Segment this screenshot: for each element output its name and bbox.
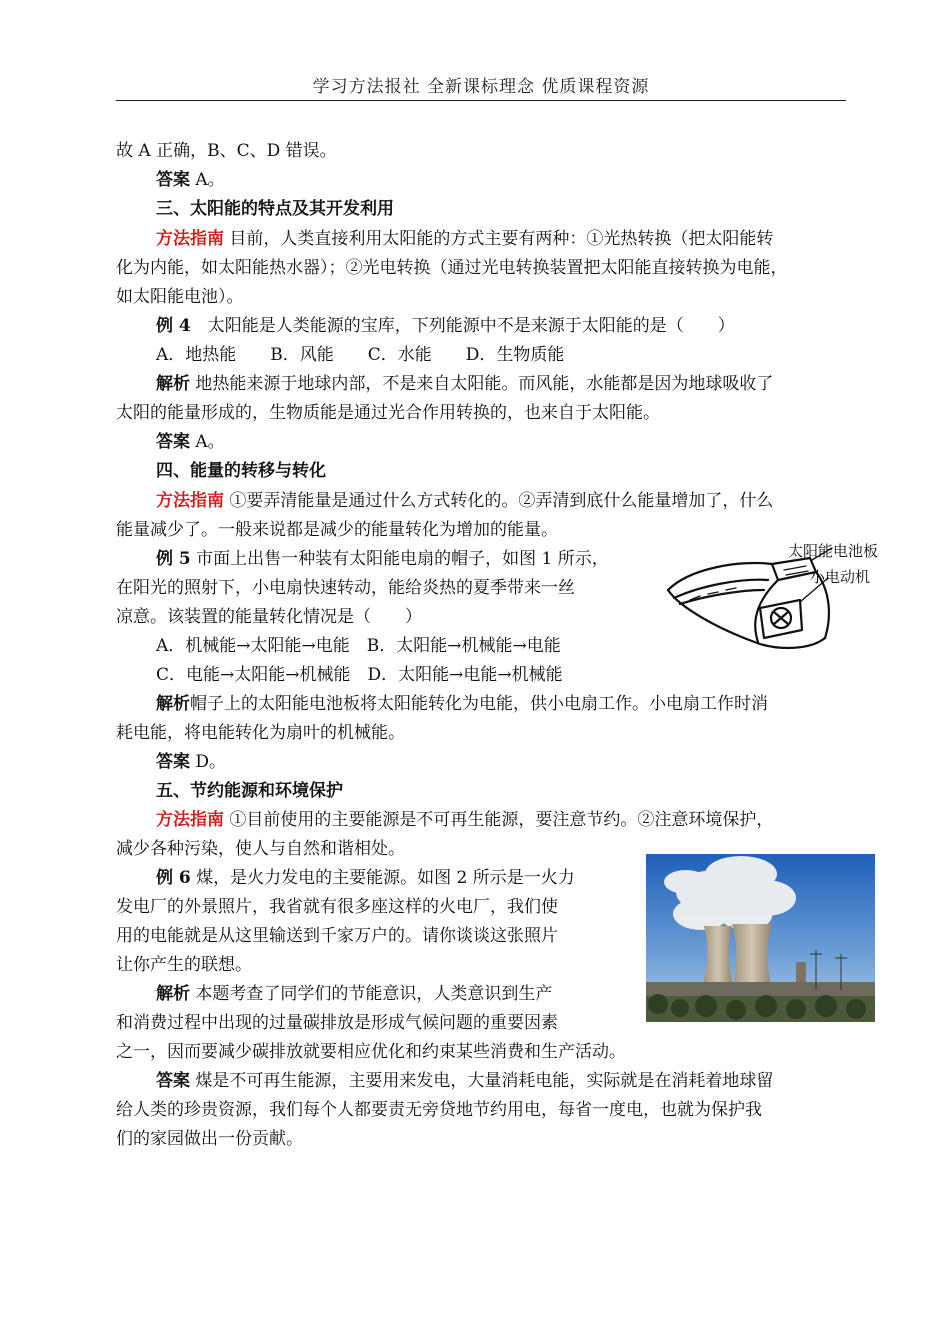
text-line: 凉意。该装置的能量转化情况是（ ） (116, 607, 422, 627)
answer-text: A。 (195, 432, 225, 452)
guide-label: 方法指南 (156, 229, 224, 249)
example-text: 太阳能是人类能源的宝库，下列能源中不是来源于太阳能的是（ ） (207, 316, 735, 336)
analysis-label: 解析 (156, 984, 190, 1004)
figure-solar-hat (660, 538, 895, 666)
answer-label: 答案 (156, 432, 190, 452)
example-line (156, 864, 575, 893)
guide-text: 目前，人类直接利用太阳能的方式主要有两种：①光热转换（把太阳能转 (229, 229, 774, 249)
label-solar-panel: 太阳能电池板 (788, 542, 879, 560)
text-line: 太阳的能量形成的，生物质能是通过光合作用转换的，也来自于太阳能。 (116, 403, 660, 423)
text-line: 化为内能，如太阳能热水器）；②光电转换（通过光电转换装置把太阳能直接转换为电能， (116, 258, 788, 278)
analysis-line (156, 370, 773, 399)
guide-line (156, 806, 773, 835)
guide-label: 方法指南 (156, 810, 224, 830)
analysis-label: 解析 (156, 374, 190, 394)
answer-text: 煤是不可再生能源，主要用来发电，大量消耗电能，实际就是在消耗着地球留 (195, 1071, 774, 1091)
section-heading: 四、能量的转移与转化 (156, 461, 326, 481)
guide-label: 方法指南 (156, 491, 224, 511)
text-line: 耗电能，将电能转化为扇叶的机械能。 (116, 723, 405, 743)
analysis-text: 帽子上的太阳能电池板将太阳能转化为电能，供小电扇工作。小电扇工作时消 (190, 694, 768, 714)
power-plant-image (646, 854, 875, 1022)
answer-label: 答案 (156, 752, 190, 772)
guide-text: ①目前使用的主要能源是不可再生能源，要注意节约。②注意环境保护， (229, 810, 774, 830)
analysis-line (156, 690, 768, 719)
options-line: C．电能→太阳能→机械能 D．太阳能→电能→机械能 (156, 665, 563, 685)
analysis-line (156, 980, 552, 1009)
text-line: 用的电能就是从这里输送到千家万户的。请你谈谈这张照片 (116, 926, 558, 946)
analysis-text: 地热能来源于地球内部，不是来自太阳能。而风能，水能都是因为地球吸收了 (195, 374, 774, 394)
text-line: 能量减少了。一般来说都是减少的能量转化为增加的能量。 (116, 520, 558, 540)
label-small-motor: 小电动机 (810, 568, 871, 586)
text-line: 如太阳能电池）。 (116, 287, 244, 307)
section-heading: 五、节约能源和环境保护 (156, 781, 343, 801)
text-line: 故 A 正确，B、C、D 错误。 (116, 141, 337, 161)
example-text: 市面上出售一种装有太阳能电扇的帽子，如图 1 所示， (196, 549, 609, 569)
guide-line (156, 225, 773, 254)
options-line: A．地热能 B．风能 C．水能 D．生物质能 (156, 345, 565, 365)
text-line: 减少各种污染，使人与自然和谐相处。 (116, 839, 405, 859)
example-line (156, 545, 609, 574)
answer-line (156, 428, 225, 457)
text-line: 让你产生的联想。 (116, 955, 252, 975)
options-line: A．机械能→太阳能→电能 B．太阳能→机械能→电能 (156, 636, 561, 656)
section-heading: 三、太阳能的特点及其开发利用 (156, 199, 394, 219)
answer-text: D。 (195, 752, 227, 772)
answer-line (156, 748, 226, 777)
example-label: 例 5 (156, 549, 191, 569)
answer-label: 答案 (156, 1071, 190, 1091)
text-line: 在阳光的照射下，小电扇快速转动，能给炎热的夏季带来一丝 (116, 578, 575, 598)
example-label: 例 4 (156, 316, 191, 336)
example-line (156, 312, 735, 341)
answer-label: 答案 (156, 170, 190, 190)
example-text: 煤，是火力发电的主要能源。如图 2 所示是一火力 (196, 868, 575, 888)
answer-line (156, 166, 225, 195)
text-line: 之一，因而要减少碳排放就要相应优化和约束某些消费和生产活动。 (116, 1042, 626, 1062)
guide-text: ①要弄清能量是通过什么方式转化的。②弄清到底什么能量增加了，什么 (229, 491, 774, 511)
analysis-text: 本题考查了同学们的节能意识，人类意识到生产 (195, 984, 553, 1004)
text-line: 发电厂的外景照片，我省就有很多座这样的火电厂，我们使 (116, 897, 558, 917)
page-header: 学习方法报社 全新课标理念 优质课程资源 (116, 76, 846, 101)
example-label: 例 6 (156, 868, 191, 888)
text-line: 们的家园做出一份贡献。 (116, 1129, 303, 1149)
figure-power-plant-photo (646, 854, 875, 1022)
text-line: 和消费过程中出现的过量碳排放是形成气候问题的重要因素 (116, 1013, 558, 1033)
answer-line (156, 1067, 773, 1096)
guide-line (156, 487, 773, 516)
text-line: 给人类的珍贵资源，我们每个人都要责无旁贷地节约用电，每省一度电，也就为保护我 (116, 1100, 762, 1120)
analysis-label: 解析 (156, 694, 190, 714)
answer-text: A。 (195, 170, 225, 190)
